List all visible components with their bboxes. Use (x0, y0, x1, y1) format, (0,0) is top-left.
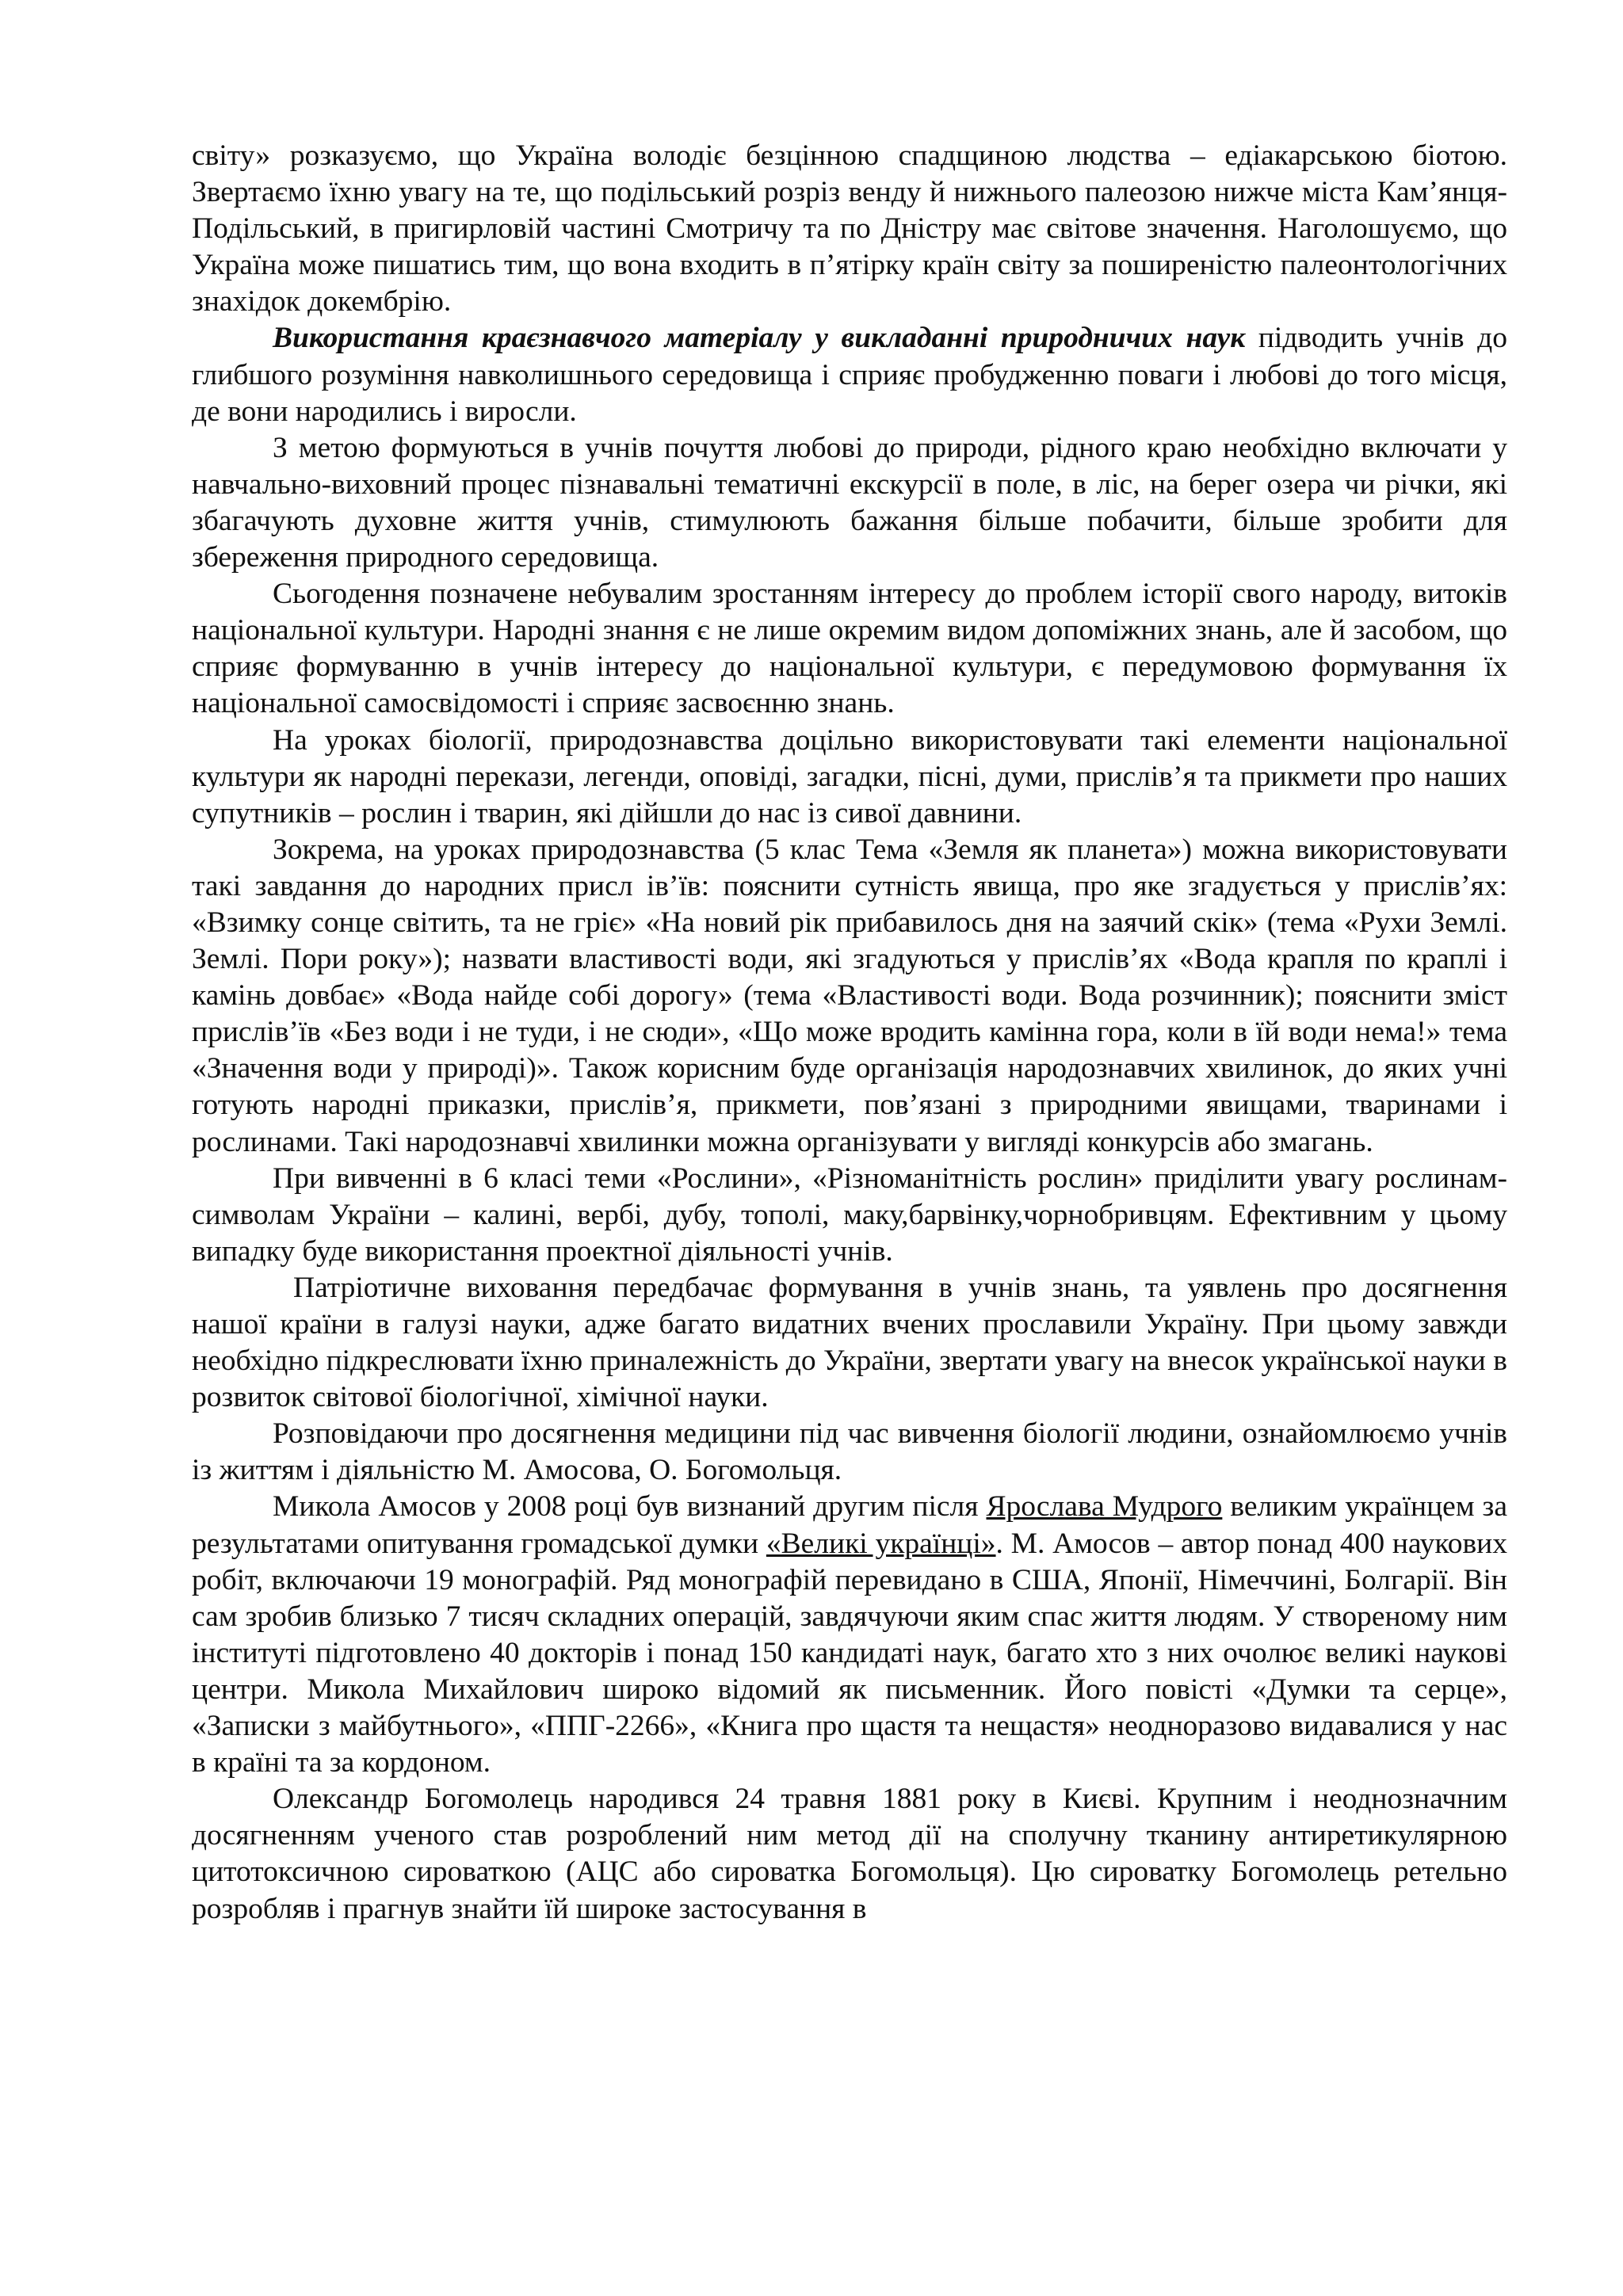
paragraph-2 (192, 320, 1507, 429)
paragraph-10-text-b: великим українцем за результатами опитування громадської думки (192, 1490, 1507, 1560)
paragraph-3: З метою формуються в учнів почуття любові до природи, рідного краю необхідно включати у навчально-виховний процес пізнавальні тематичні екскурсії в поле, в ліс, на берег озера чи річки, які збагачують духовне життя учнів, стимулюють бажання більше побачити, більше зробити для збереження природного середовища. (192, 431, 1507, 574)
link-yaroslav-mudryi[interactable]: Ярослава Мудрого (986, 1490, 1223, 1524)
paragraph-9: Розповідаючи про досягнення медицини під час вивчення біології людини, ознайомлюємо учнів із життям і діяльністю М. Амосова, О. Богомольця. (192, 1417, 1507, 1487)
paragraph-2-text: підводить учнів до глибшого розуміння навколишнього середовища і сприяє пробудженню поваги і любові до того місця, де вони народились і виросли. (192, 322, 1507, 428)
paragraph-7: При вивченні в 6 класі теми «Рослини», «Різноманітність рослин» приділити увагу рослинам-символам України – калині, вербі, дубу, тополі, маку,барвінку,чорнобривцям. Ефективним у цьому випадку буде використання проектної діяльності учнів. (192, 1161, 1507, 1268)
paragraph-10-text-a: Микола Амосов у 2008 році був визнаний другим після (273, 1490, 987, 1524)
paragraph-2-emphasis: Використання краєзнавчого матеріалу у викладанні природничих наук (273, 322, 1246, 355)
link-velyki-ukraintsi[interactable]: «Великі українці» (766, 1527, 996, 1560)
paragraph-8: Патріотичне виховання передбачає формування в учнів знань, та уявлень про досягнення нашої країни в галузі науки, адже багато видатних вчених прославили Україну. При цьому завжди необхідно підкреслювати їхню приналежність до України, звертати увагу на внесок української науки в розвиток світової біологічної, хімічної науки. (192, 1271, 1507, 1414)
document-page (192, 138, 1507, 1928)
paragraph-5: На уроках біології, природознавства доцільно використовувати такі елементи національної культури як народні перекази, легенди, оповіді, загадки, пісні, думи, прислів’я та прикмети про наших супутників – рослин і тварин, які дійшли до нас із сивої давнини. (192, 723, 1507, 830)
paragraph-11: Олександр Богомолець народився 24 травня 1881 року в Києві. Крупним і неоднозначним досягненням ученого став розроблений ним метод дії на сполучну тканину антиретикулярною цитотоксичною сироваткою (АЦС або сироватка Богомольця). Цю сироватку Богомолець ретельно розробляв і прагнув знайти їй широке застосування в (192, 1783, 1507, 1925)
paragraph-1: світу» розказуємо, що Україна володіє безцінною спадщиною людства – едіакарською біотою. Звертаємо їхню увагу на те, що подільський розріз венду й нижнього палеозою нижче міста Кам’янця-Подільський, в пригирловій частині Смотричу та по Дністру має світове значення. Наголошуємо, що Україна може пишатись тим, що вона входить в п’ятірку країн світу за поширеністю палеонтологічних знахідок докембрію. (192, 139, 1507, 318)
paragraph-10 (192, 1489, 1507, 1781)
paragraph-10-text-c: . М. Амосов – автор понад 400 наукових робіт, включаючи 19 монографій. Ряд монографій перевидано в США, Японії, Німеччині, Болгарії. Він сам зробив близько 7 тисяч складних операцій, завдячуючи яким спас життя людям. У створеному ним інституті підготовлено 40 докторів і понад 150 кандидаті наук, багато хто з них очолює великі наукові центри. Микола Михайлович широко відомий як письменник. Його повісті «Думки та серце», «Записки з майбутнього», «ППГ-2266», «Книга про щастя та нещастя» неодноразово видавалися у нас в країні та за кордоном. (192, 1527, 1507, 1779)
paragraph-4: Сьогодення позначене небувалим зростанням інтересу до проблем історії свого народу, витоків національної культури. Народні знання є не лише окремим видом допоміжних знань, але й засобом, що сприяє формуванню в учнів інтересу до національної культури, є передумовою формування їх національної самосвідомості і сприяє засвоєнню знань. (192, 578, 1507, 720)
paragraph-6: Зокрема, на уроках природознавства (5 клас Тема «Земля як планета») можна використовувати такі завдання до народних присл ів’їв: пояснити сутність явища, про яке згадується у прислів’ях: «Взимку сонце світить, та не гріє» «На новий рік прибавилось дня на заячий скік» (тема «Рухи Землі. Землі. Пори року»); назвати властивості води, які згадуються у прислів’ях «Вода крапля по краплі і камінь довбає» «Вода найде собі дорогу» (тема «Властивості води. Вода розчинник); пояснити зміст прислів’їв «Без води і не туди, і не сюди», «Що може вродить камінна гора, коли в їй води нема!» тема «Значення води у природі)». Також корисним буде організація народознавчих хвилинок, до яких учні готують народні приказки, прислів’я, прикмети, пов’язані з природними явищами, тваринами і рослинами. Такі народознавчі хвилинки можна організувати у вигляді конкурсів або змагань. (192, 833, 1507, 1158)
